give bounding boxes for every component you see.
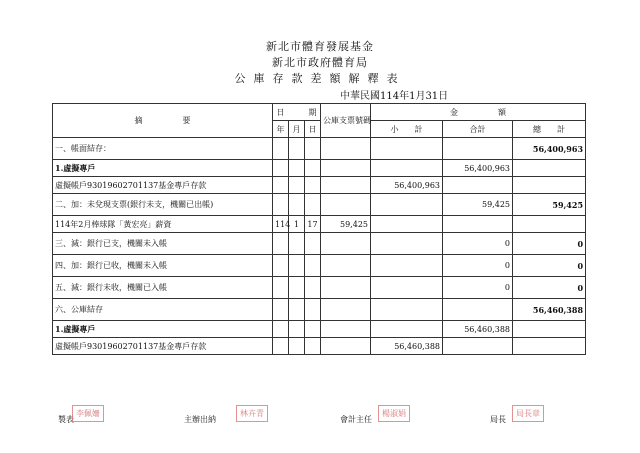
cell-ref xyxy=(321,138,371,160)
cell-day xyxy=(305,194,321,216)
cell-subtotal xyxy=(371,160,443,177)
cell-month xyxy=(289,194,305,216)
footer-cashier: 主辦出納 xyxy=(184,415,216,424)
footer-maker: 製表 xyxy=(58,415,74,424)
col-year: 年 xyxy=(273,121,289,138)
table-row xyxy=(53,277,586,299)
cell-day xyxy=(305,338,321,355)
cell-subtotal xyxy=(371,255,443,277)
cell-grand: 0 xyxy=(513,233,586,255)
cell-grand xyxy=(513,216,586,233)
table-row xyxy=(53,194,586,216)
cell-total xyxy=(443,299,513,321)
table-row xyxy=(53,338,586,355)
director-stamp: 局長章 xyxy=(512,405,544,422)
cell-year xyxy=(273,233,289,255)
cell-label: 二、加：未兌現支票(銀行未支，機關已出帳) xyxy=(53,194,273,216)
cell-total: 0 xyxy=(443,255,513,277)
cell-year xyxy=(273,177,289,194)
table-row xyxy=(53,321,586,338)
cell-label: 虛擬帳戶93019602701137基金專戶存款 xyxy=(53,338,273,355)
cell-grand: 0 xyxy=(513,277,586,299)
cell-year xyxy=(273,194,289,216)
cell-total xyxy=(443,216,513,233)
cell-day xyxy=(305,233,321,255)
cell-ref xyxy=(321,321,371,338)
table-row xyxy=(53,177,586,194)
cell-year xyxy=(273,277,289,299)
cell-ref xyxy=(321,177,371,194)
cell-label: 虛擬帳戶9301960270113​7基金專戶存款 xyxy=(53,177,273,194)
report-date: 中華民國114年1月31日 xyxy=(340,91,449,102)
reconciliation-table xyxy=(52,103,586,355)
cell-year: 114 xyxy=(273,216,289,233)
cell-grand xyxy=(513,321,586,338)
cell-month xyxy=(289,233,305,255)
cell-subtotal xyxy=(371,233,443,255)
cell-total xyxy=(443,138,513,160)
col-ref: 公庫支票號碼 xyxy=(321,104,371,138)
cell-day xyxy=(305,255,321,277)
cell-year xyxy=(273,299,289,321)
cell-grand xyxy=(513,177,586,194)
table-row xyxy=(53,255,586,277)
cell-month xyxy=(289,277,305,299)
cell-subtotal xyxy=(371,299,443,321)
col-grand: 總 計 xyxy=(513,121,586,138)
cell-grand: 56,400,963 xyxy=(513,138,586,160)
cell-label: 114年2月棒球隊「黃宏亮」薪資 xyxy=(53,216,273,233)
cell-ref xyxy=(321,255,371,277)
table-row xyxy=(53,216,586,233)
col-day: 日 xyxy=(305,121,321,138)
cell-label: 1.虛擬專戶 xyxy=(53,160,273,177)
cell-label: 1.虛擬專戶 xyxy=(53,321,273,338)
cell-month xyxy=(289,338,305,355)
agency-title: 新北市政府體育局 xyxy=(272,56,368,69)
table-row xyxy=(53,160,586,177)
table-row xyxy=(53,299,586,321)
table-row xyxy=(53,233,586,255)
cell-day xyxy=(305,321,321,338)
cell-day xyxy=(305,160,321,177)
cell-month xyxy=(289,255,305,277)
cell-grand: 0 xyxy=(513,255,586,277)
accountant-stamp: 楊淑娟 xyxy=(378,405,410,422)
cell-year xyxy=(273,138,289,160)
cell-total: 56,460,388 xyxy=(443,321,513,338)
cell-subtotal: 56,460,388 xyxy=(371,338,443,355)
cell-grand xyxy=(513,338,586,355)
cell-total: 56,400,963 xyxy=(443,160,513,177)
cell-month xyxy=(289,138,305,160)
cell-label: 五、減：銀行未收，機關已入帳 xyxy=(53,277,273,299)
footer-director: 局長 xyxy=(490,415,506,424)
cell-total: 0 xyxy=(443,277,513,299)
cell-month xyxy=(289,299,305,321)
cell-ref xyxy=(321,233,371,255)
cell-subtotal: 56,400,963 xyxy=(371,177,443,194)
cell-ref xyxy=(321,160,371,177)
cell-subtotal xyxy=(371,321,443,338)
cell-month: 1 xyxy=(289,216,305,233)
maker-stamp: 李佩姍 xyxy=(72,405,104,422)
cell-subtotal xyxy=(371,138,443,160)
cell-month xyxy=(289,177,305,194)
col-subtotal: 小 計 xyxy=(371,121,443,138)
col-amount: 金 額 xyxy=(371,104,586,121)
cell-day: 17 xyxy=(305,216,321,233)
cell-label: 六、公庫結存 xyxy=(53,299,273,321)
cell-label: 四、加：銀行已收，機關未入帳 xyxy=(53,255,273,277)
cell-day xyxy=(305,277,321,299)
col-date: 日 期 xyxy=(273,104,321,121)
cell-year xyxy=(273,255,289,277)
cell-year xyxy=(273,338,289,355)
cell-month xyxy=(289,321,305,338)
cell-month xyxy=(289,160,305,177)
cell-grand: 56,460,388 xyxy=(513,299,586,321)
col-month: 月 xyxy=(289,121,305,138)
cell-subtotal xyxy=(371,277,443,299)
col-total: 合計 xyxy=(443,121,513,138)
report-title: 公庫存款差額解釋表 xyxy=(234,72,406,85)
col-summary: 摘 要 xyxy=(53,104,273,138)
cell-year xyxy=(273,321,289,338)
cell-label: 三、減：銀行已支，機關未入帳 xyxy=(53,233,273,255)
cell-day xyxy=(305,299,321,321)
cell-subtotal xyxy=(371,216,443,233)
cell-subtotal xyxy=(371,194,443,216)
cell-ref xyxy=(321,299,371,321)
cell-grand xyxy=(513,160,586,177)
footer-accountant: 會計主任 xyxy=(340,415,372,424)
cell-day xyxy=(305,177,321,194)
cell-ref xyxy=(321,194,371,216)
cell-total: 59,425 xyxy=(443,194,513,216)
table-row xyxy=(53,138,586,160)
cell-total: 0 xyxy=(443,233,513,255)
cell-label: 一、帳面結存： xyxy=(53,138,273,160)
cell-total xyxy=(443,177,513,194)
cashier-stamp: 林卉青 xyxy=(236,405,268,422)
org-title: 新北市體育發展基金 xyxy=(266,40,374,53)
cell-year xyxy=(273,160,289,177)
cell-grand: 59,425 xyxy=(513,194,586,216)
cell-ref xyxy=(321,338,371,355)
cell-total xyxy=(443,338,513,355)
cell-ref xyxy=(321,277,371,299)
cell-day xyxy=(305,138,321,160)
cell-ref: 59,425 xyxy=(321,216,371,233)
